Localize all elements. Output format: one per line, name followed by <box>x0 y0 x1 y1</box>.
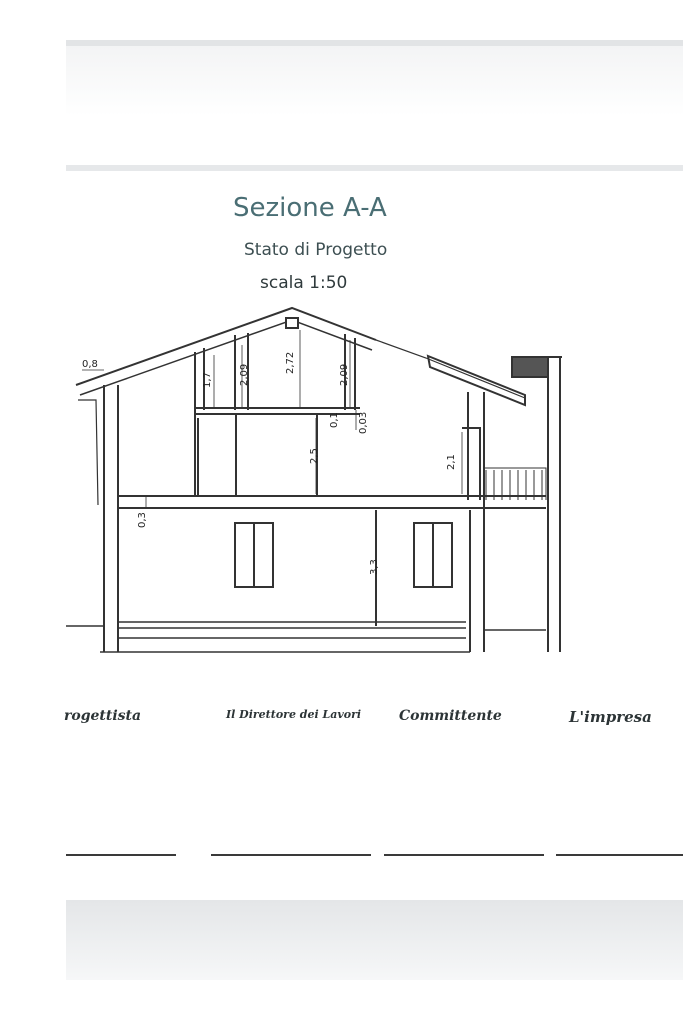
dim-floor-slab: 0,3 <box>137 512 148 528</box>
signature-line-director <box>211 854 371 856</box>
signature-line-company <box>556 854 683 856</box>
signature-company: L'impresa <box>569 708 652 726</box>
dim-ridge: 2,72 <box>285 351 296 374</box>
base-slab <box>66 622 546 652</box>
ground-walls <box>376 510 470 652</box>
dim-attic-left: 1,7 <box>202 372 213 388</box>
signature-director: Il Direttore dei Lavori <box>226 708 362 721</box>
signature-designer: rogettista <box>64 708 142 724</box>
chimney <box>512 357 548 377</box>
roof-left <box>76 308 376 385</box>
drawing-scale: scala 1:50 <box>260 273 348 293</box>
scan-edge-bottom <box>66 900 683 980</box>
signature-client: Committente <box>399 708 502 724</box>
left-wall <box>104 385 118 652</box>
scan-edge-mid <box>66 165 683 171</box>
gutter-pipe <box>78 400 98 505</box>
right-upper-wall <box>462 392 484 652</box>
dim-slab2: 0,03 <box>358 411 369 434</box>
drawing-subtitle: Stato di Progetto <box>244 240 388 260</box>
dim-room-upper: 2,5 <box>309 448 320 464</box>
roof-right <box>376 340 525 398</box>
signature-line-designer <box>66 854 176 856</box>
floor-slab <box>118 496 546 508</box>
dim-eave: 0,8 <box>82 359 98 370</box>
ridge-block <box>286 318 298 328</box>
roof-right-eave <box>428 356 525 405</box>
drawing-title: Sezione A-A <box>233 193 387 223</box>
scan-shadow-top <box>66 46 683 116</box>
upper-room <box>198 414 317 496</box>
dim-slab1: 0,1 <box>329 412 340 428</box>
right-wall <box>546 357 562 652</box>
dim-attic-h1: 2,09 <box>239 363 250 386</box>
signature-line-client <box>384 854 544 856</box>
dim-room-right: 2,1 <box>446 454 457 470</box>
dim-room-lower: 3,3 <box>369 559 380 575</box>
dim-attic-h2: 2,09 <box>339 363 350 386</box>
section-drawing <box>0 290 683 660</box>
